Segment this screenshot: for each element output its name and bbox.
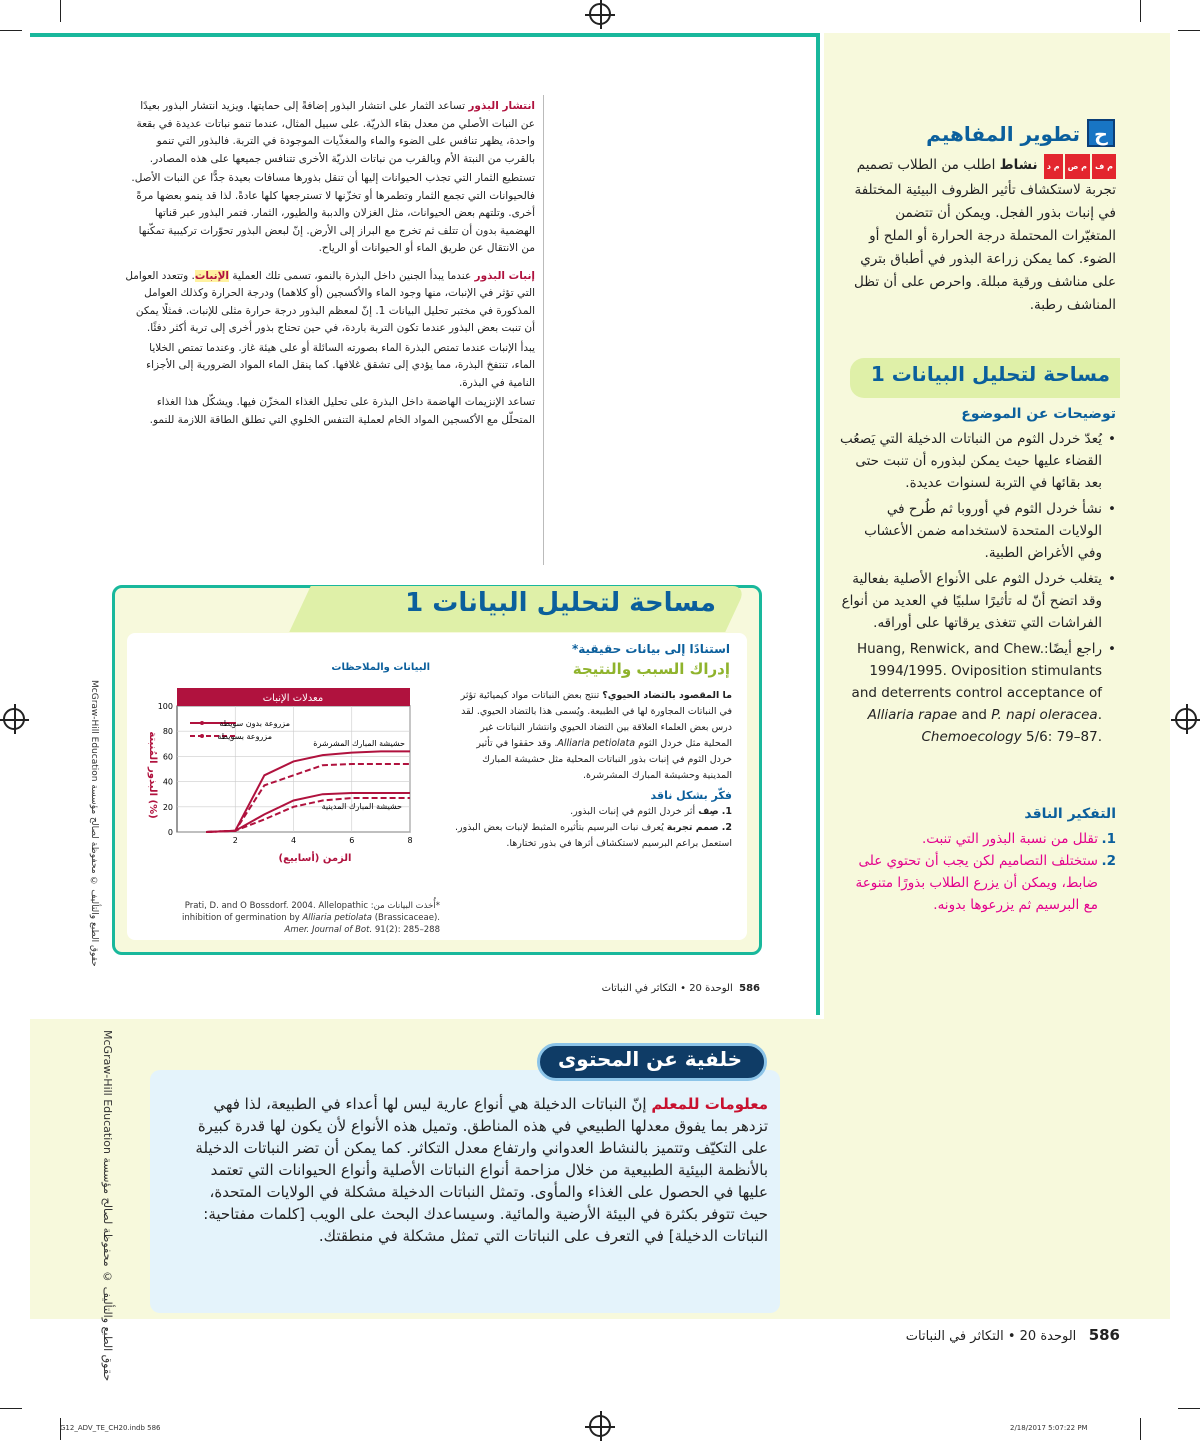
dispersal-text-1: تساعد الثمار على انتشار البذور إضافةً إلى حمايتها. ويزيد انتشار البذور بعيدًا عن النبات الأصلي من معدل بقاء الذريّة. على سبيل المثال، عندما تنمو نباتات عديدة في بقعة واحدة، يظهر تنافس على الضوء والماء والمغذّيات الموجودة في التربة. فالبذور التي تنمو بالقرب من النبتة الأم وبالقرب من نباتات الذريّة الأخرى تتنافس جميعها على هذه المصادر. — [136, 100, 535, 165]
level-pill: م د — [1044, 154, 1063, 179]
column-rule — [543, 95, 544, 565]
x-tick-label: 2 — [232, 836, 238, 845]
student-folio-text: الوحدة 20 • التكاثر في النباتات — [601, 983, 733, 994]
body-text-column — [125, 98, 535, 431]
dispersal-paragraph — [125, 98, 535, 168]
ref-journal: Chemoecology — [921, 729, 1022, 745]
activity-head: نشاط — [999, 157, 1038, 173]
ref-species-1: Alliaria rapae — [867, 707, 958, 723]
list-item-reference — [840, 638, 1116, 748]
source-prefix: *أُخذت البيانات من: — [370, 901, 440, 911]
germination-heading: إنبات البذور — [474, 269, 535, 282]
page-folio — [860, 1326, 1120, 1344]
slug-date: 2/18/2017 5:07:22 PM — [1010, 1424, 1088, 1432]
lab-q1 — [452, 804, 732, 820]
germination-paragraph-3: تساعد الإنزيمات الهاضمة داخل البذرة على تحليل الغذاء المخزّن فيها. ويشكّل هذا الغذاء المتحلّل مع الأكسجين المواد الخام لعملية التنفس الخلوي التي تطلق الطاقة اللازمة للنمو. — [149, 396, 535, 426]
source-text-a: Prati, D. and O Bossdorf. 2004. Allelopathic inhibition of germination by — [182, 901, 369, 923]
lab-q1-verb: صِف — [698, 806, 719, 817]
slug-file: G12_ADV_TE_CH20.indb 586 — [60, 1424, 161, 1432]
vert-copyright: حقوق الطبع والتأليف © محفوظة لصالح مؤسسة — [89, 784, 99, 967]
registration-mark-icon — [1175, 708, 1197, 730]
germination-text-a: عندما يبدأ الجنين داخل البذرة بالنمو، تسمى تلك العملية — [232, 269, 472, 282]
crop-mark — [0, 1408, 22, 1409]
germination-paragraph — [125, 268, 535, 338]
unit-text: الوحدة 20 • التكاثر في النباتات — [905, 1329, 1077, 1344]
teacher-info-label: معلومات للمعلم — [651, 1095, 768, 1113]
side-lab-title: مساحة لتحليل البيانات 1 — [870, 362, 1110, 386]
lab-q2-verb: صمم تجربة — [666, 822, 719, 833]
think-critically-head: فكّر بشكل ناقد — [650, 789, 732, 802]
y-tick-label: 80 — [162, 727, 173, 737]
lab-question-text-a: تنتج بعض النباتات مواد كيميائية تؤثر في النباتات المجاورة لها في الطبيعة. ويُسمى هذا بالتضاد الحيوي. لقد درس بعض العلماء العلاقة بين التضاد الحيوي وانتشار النباتات غير المحلية مثل خردل الثوم — [460, 690, 732, 749]
ref-text-a: Huang, Renwick, and Chew. 1994/1995. Oviposition stimulants and deterrents control acceptance of — [851, 641, 1102, 701]
lab-skill: إدراك السبب والنتيجة — [572, 660, 730, 678]
dispersal-heading: انتشار البذور — [468, 100, 535, 112]
chart-x-label: الزمن (أسابيع) — [278, 853, 352, 864]
ref-prefix: راجع أيضًا: — [1044, 641, 1102, 657]
vertical-copyright-inner — [89, 680, 99, 967]
annotation-lower: حشيشة المبارك المدينية — [321, 802, 402, 811]
clarifications-head: توضيحات عن الموضوع — [961, 406, 1116, 422]
chart-grid — [177, 706, 410, 832]
source-text-b: (Brassicaceae). — [374, 913, 440, 923]
answer-2 — [840, 850, 1116, 916]
crop-mark — [1178, 30, 1200, 31]
crop-mark — [1140, 1418, 1141, 1440]
answer-1 — [840, 828, 1116, 850]
ref-text: Huang, Renwick, and Chew. 1994/1995. Oviposition stimulants and deterrents control acceptance of Alliaria rapae and P. napi oleracea. Chemoecology 5/6: 79–87. — [851, 641, 1102, 745]
source-species: Alliaria petiolata — [302, 913, 372, 923]
y-tick-label: 0 — [167, 828, 173, 837]
vertical-copyright-outer — [101, 1030, 114, 1381]
germination-term: الإنبات — [194, 269, 229, 282]
lab-question — [452, 688, 732, 784]
answers-list — [840, 828, 1116, 916]
vert-publisher: McGraw-Hill Education — [101, 1030, 114, 1154]
ref-text-b: 5/6: 79–87. — [1026, 729, 1102, 745]
lab-q1-text: أثر خردل الثوم في إنبات البذور. — [570, 806, 696, 817]
registration-mark-icon — [589, 3, 611, 25]
teacher-info-text: إنّ النباتات الدخيلة هي أنواع عارية ليس لها أعداء في الطبيعة، لذا فهي تزدهر بما يفوق معدلها الطبيعي في هذه المناطق. وتميل هذه الأنواع لأن يكون لها قدرة كبيرة على التكيّف وتتميز بالنشاط العدواني وارتفاع معدل التكاثر. كما يمكن أن تضر النباتات الدخيلة بالأنظمة البيئية الطبيعية من خلال مزاحمة أنواع النباتات الأصلية وأنواع الحيوانات التي تعتمد عليها في الحصول على الغذاء والمأوى. وتمثل النباتات الدخيلة مشكلة في الولايات المتحدة، حيث تتوفر بكثرة في البيئة الأرضية والمائية. وسيساعدك البحث على الويب [كلمات مفتاحية: النباتات الدخيلة] في التعرف على النباتات التي تمثل مشكلة في منطقتك. — [195, 1095, 768, 1245]
list-item: • يتغلب خردل الثوم على الأنواع الأصلية بفعالية وقد اتضح أنّ له تأثيرًا سلبيًا في العديد من أنواع الفراشات التي تتغذى يرقاتها على أوراقه. — [840, 568, 1116, 634]
list-item: • يُعدّ خردل الثوم من النباتات الدخيلة التي يَصعُب القضاء عليها حيث يمكن لبذوره أن تنبت حتى بعد بقائها في التربة لسنوات عديدة. — [840, 428, 1116, 494]
critical-thinking-head: التفكير الناقد — [1024, 806, 1116, 822]
germination-paragraph-2: يبدأ الإنبات عندما تمتص البذرة الماء بصورته السائلة أو على هيئة غاز. وعندما تمتص الخلايا الماء، تنتفخ البذرة، مما يؤدي إلى تشقق غلافها. كما ينقل الماء المواد الضرورية إلى الأجزاء النامية في البذرة. — [146, 341, 535, 389]
source-text-c: 91(2): 285–288 — [374, 925, 440, 935]
legend-dashed-label: مزروعة بسويطة — [217, 732, 272, 741]
level-pill: م ص — [1065, 154, 1090, 179]
x-tick-label: 6 — [349, 836, 355, 845]
y-tick-label: 20 — [162, 802, 173, 812]
answer-1-num: 1. — [1101, 831, 1116, 847]
registration-mark-icon — [589, 1415, 611, 1437]
activity-body: اطلب من الطلاب تصميم تجربة لاستكشاف تأثير الظروف البيئية المختلفة في إنبات بذور الفجل. ويمكن أن تتضمن المتغيّرات المحتملة درجة الحرارة أو الملح أو الضوء. كما يمكن زراعة البذور في أطباق بتري على مناشف ورقية مبللة. واحرص على أن تظل المناشف رطبة. — [854, 157, 1116, 313]
lab-source-citation — [160, 900, 440, 936]
lab-text — [452, 688, 732, 852]
lab-title: مساحة لتحليل البيانات 1 — [405, 588, 716, 618]
student-folio — [560, 983, 760, 994]
crop-mark — [1140, 0, 1141, 22]
crop-mark — [1178, 1408, 1200, 1409]
vert-copyright: حقوق الطبع والتأليف © محفوظة لصالح مؤسسة — [101, 1157, 114, 1382]
ref-species-2: P. napi oleracea — [991, 707, 1098, 723]
chart-y-label: البذور المُنبتة (%) — [147, 731, 158, 819]
lab-q2-num: 2. — [721, 822, 732, 833]
chart-title: معدلات الإنبات — [262, 693, 324, 704]
dispersal-paragraph-2: تستطيع الثمار التي تجذب الحيوانات إليها أن تنقل بذورها مسافات بعيدة جدًّا عن النبات الأصل. فالحيوانات التي تجمع الثمار وتطمرها أو تخزّنها لا تسترجعها كلها عادةً. لذا قد ينمو بعضها مرةً أخرى. وتلتهم بعض الحيوانات، مثل الغزلان والدببة والطيور، الثمار. فتمر البذور عبر قناتها الهضمية بدون أن تتلف ثم تخرج مع البراز إلى الأرض. إنّ لبعض البذور تحوّرات تركيبية تمكّنها من الانتقال عن طريق الماء أو الحيوانات أو الرياح. — [131, 172, 535, 254]
lab-question-head: ما المقصود بالتضاد الحيوي؟ — [602, 690, 732, 701]
lab-question-text-b: . وقد حققوا في تأثير خردل الثوم في إنبات بذور النباتات المحلية مثل حشيشة المبارك المدينية وحشيشة المبارك المشرشرة. — [476, 738, 732, 781]
source-journal: Amer. Journal of Bot. — [284, 925, 373, 935]
letter-badge: ح — [1087, 119, 1115, 147]
vert-publisher: McGraw-Hill Education — [89, 680, 99, 782]
registration-mark-icon — [3, 708, 25, 730]
legend-solid-marker — [200, 721, 204, 725]
lab-based-on: استنادًا إلى بيانات حقيقية* — [571, 642, 730, 656]
list-item: • نشأ خردل الثوم في أوروبا ثم طُرح في الولايات المتحدة لاستخدامه ضمن الأعشاب وفي الأغراض الطبية. — [840, 498, 1116, 564]
content-background-text — [185, 1093, 768, 1247]
develop-concepts-title: تطوير المفاهيم — [926, 122, 1080, 146]
y-tick-label: 40 — [162, 777, 173, 787]
lab-q2-text: يُعرف نبات البرسيم بتأثيره المثبط لإنبات بعض البذور. استعمل براعم البرسيم لاستكشاف أثرها في بذور تختارها. — [455, 822, 732, 849]
annotation-upper: حشيشة المبارك المشرشرة — [313, 739, 405, 748]
page-number: 586 — [1088, 1326, 1120, 1344]
clarifications-list — [840, 428, 1116, 752]
answer-2-num: 2. — [1101, 853, 1116, 869]
lab-question-species: Alliaria petiolata — [557, 738, 636, 749]
lab-q1-num: 1. — [721, 806, 732, 817]
y-tick-label: 60 — [162, 752, 173, 762]
answer-1-text: تقلل من نسبة البذور التي تنبت. — [921, 831, 1098, 847]
crop-mark — [0, 30, 22, 31]
student-folio-num: 586 — [739, 983, 760, 994]
legend-dashed-marker — [200, 734, 204, 738]
germination-text-b: . وتتعدد العوامل التي تؤثر في الإنبات، منها وجود الماء والأكسجين (أو كلاهما) ودرجة الحرارة وكذلك العوامل المذكورة في مختبر تحليل البيانات 1. إنّ لمعظم البذور درجة حرارة مثلى للإنبات. فمثلًا يمكن أن تنبت بعض البذور عندما تكون التربة باردة، في حين تحتاج بذور أخرى إلى تربة أكثر دفئًا. — [125, 269, 535, 334]
ref-and: and — [961, 707, 987, 723]
x-tick-label: 8 — [407, 836, 413, 845]
x-tick-label: 4 — [290, 836, 297, 845]
data-observations-label: البيانات والملاحظات — [331, 662, 430, 673]
lab-q2 — [452, 820, 732, 852]
y-tick-label: 100 — [157, 702, 173, 711]
crop-mark — [60, 0, 61, 22]
level-pill: م ف — [1092, 154, 1116, 179]
activity-text — [840, 154, 1116, 317]
answer-2-text: ستختلف التصاميم لكن يجب أن تحتوي على ضابط، ويمكن أن يزرع الطلاب بذورًا متنوعة مع البرسيم ثم يزرعوها بدونه. — [855, 853, 1098, 913]
legend-solid-label: مزروعة بدون سويطة — [219, 719, 290, 728]
germination-rate-chart — [140, 680, 430, 870]
content-background-title: خلفية عن المحتوى — [557, 1047, 743, 1071]
